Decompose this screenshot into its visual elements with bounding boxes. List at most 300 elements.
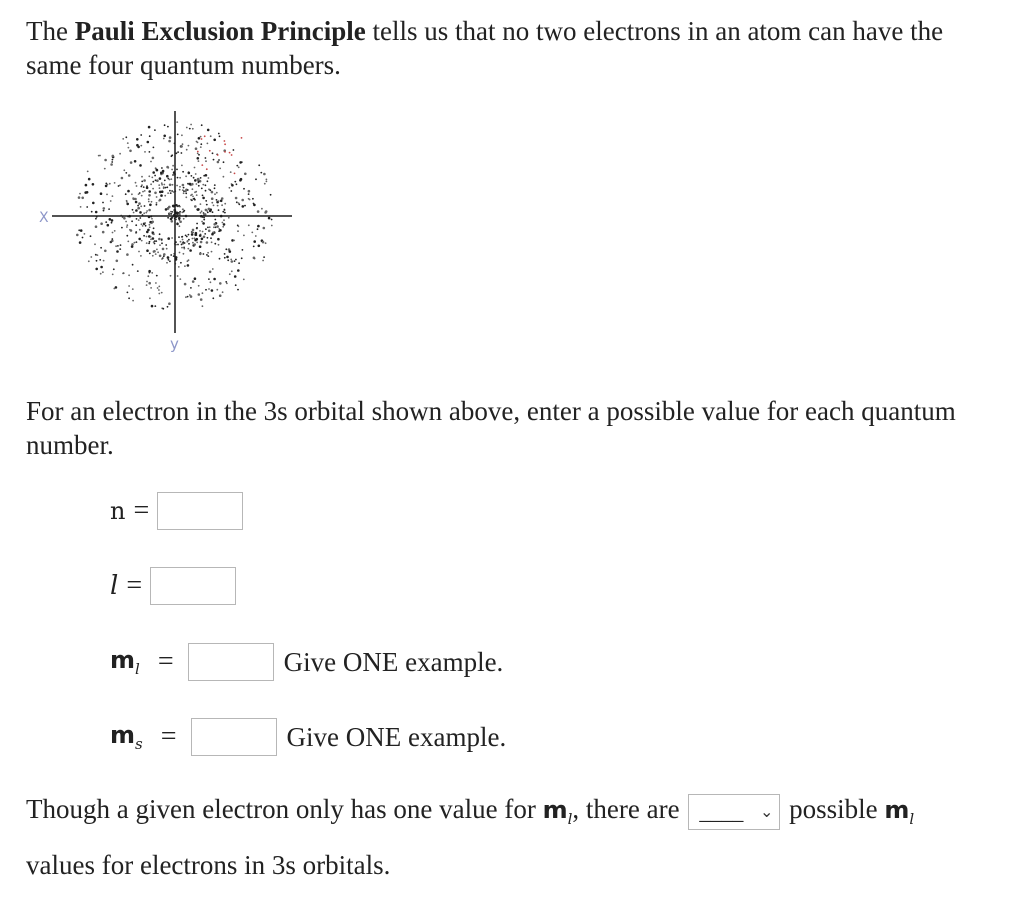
density-dot (151, 201, 153, 203)
density-dot (244, 173, 247, 176)
density-dot (110, 200, 112, 202)
density-dot (192, 229, 195, 232)
density-dot (227, 259, 229, 261)
density-dot (177, 244, 179, 246)
ml-equals: = (157, 646, 174, 677)
density-dot (229, 187, 231, 189)
density-dot (208, 177, 210, 179)
density-dot (141, 223, 143, 225)
possible-count-select[interactable] (688, 794, 780, 830)
density-dot (119, 248, 121, 250)
density-dot (156, 204, 158, 206)
density-dot (210, 281, 212, 283)
density-dot (200, 136, 202, 138)
density-dot (110, 241, 112, 243)
density-dot (152, 237, 155, 240)
density-dot (202, 305, 204, 307)
density-dot (182, 184, 185, 187)
n-input[interactable] (157, 492, 243, 530)
density-dot (140, 145, 142, 147)
density-dot (152, 181, 154, 183)
density-dot (213, 139, 216, 142)
density-dot (194, 277, 197, 280)
density-dot (161, 167, 163, 169)
density-dot (242, 249, 244, 251)
density-dot (216, 192, 218, 194)
density-dot (176, 185, 178, 187)
density-dot (147, 141, 150, 144)
density-dot (128, 285, 130, 287)
density-dot (172, 205, 175, 208)
density-dot (113, 288, 115, 290)
density-dot (146, 242, 148, 244)
density-dot (176, 152, 178, 154)
density-dot (184, 265, 186, 267)
density-dot (185, 296, 187, 298)
density-dot (190, 287, 192, 289)
density-dot (192, 196, 194, 198)
density-dot (201, 124, 203, 126)
density-dot (132, 300, 134, 302)
n-symbol: n (110, 497, 126, 525)
density-dot (237, 269, 240, 272)
density-dot (183, 253, 185, 255)
density-dot (135, 201, 138, 204)
ms-input[interactable] (191, 718, 277, 756)
density-dot (187, 189, 189, 191)
density-dot (104, 159, 107, 162)
density-dot (161, 184, 163, 186)
final-question (26, 786, 1006, 888)
density-dot (218, 133, 220, 135)
density-dot (191, 183, 194, 186)
density-dot (237, 289, 239, 291)
density-dot (205, 200, 207, 202)
density-dot (126, 203, 129, 206)
density-dot (79, 193, 81, 195)
density-dot (148, 243, 150, 245)
density-dot (123, 217, 126, 220)
density-dot (153, 227, 155, 229)
density-dot (104, 168, 106, 170)
density-dot (194, 179, 197, 182)
density-dot (138, 238, 141, 241)
chevron-down-icon: ⌄ (759, 801, 774, 821)
density-dot (262, 241, 265, 244)
density-dot (122, 273, 124, 275)
density-dot (223, 219, 225, 221)
density-dot (179, 189, 181, 191)
density-dot (263, 173, 266, 176)
density-dot (128, 274, 130, 276)
density-dot (161, 242, 163, 244)
density-dot (111, 222, 113, 224)
density-dot (148, 282, 151, 285)
density-dot (183, 248, 185, 250)
density-dot (270, 194, 272, 196)
density-dot (223, 176, 225, 178)
density-dot (128, 174, 131, 177)
density-dot (133, 212, 135, 214)
density-dot (179, 220, 182, 223)
density-dot (146, 210, 148, 212)
density-dot (196, 194, 198, 196)
density-dot (212, 152, 214, 154)
density-dot (126, 224, 128, 226)
density-dot (123, 169, 125, 171)
density-dot (85, 184, 88, 187)
density-dot (201, 221, 203, 223)
density-dot (144, 222, 146, 224)
density-dot (155, 253, 157, 255)
density-dot (127, 142, 129, 144)
density-dot (188, 239, 190, 241)
density-dot (166, 175, 169, 178)
density-dot (102, 202, 104, 204)
final-ml-sub: l (567, 809, 573, 828)
density-dot (194, 167, 196, 169)
density-dot (180, 262, 182, 264)
density-dot (186, 149, 188, 151)
density-dot (225, 248, 227, 250)
density-dot (222, 211, 224, 213)
density-dot (219, 229, 222, 232)
density-dot (237, 230, 239, 232)
density-dot (154, 192, 157, 195)
density-dot (205, 190, 207, 192)
density-dot (112, 274, 114, 276)
density-dot (148, 201, 150, 203)
density-dot (159, 199, 162, 202)
density-dot (136, 185, 138, 187)
density-dot (257, 210, 260, 213)
density-dot (181, 165, 183, 167)
density-dot (139, 211, 142, 214)
density-dot (167, 237, 170, 240)
l-symbol (110, 571, 118, 601)
density-dot (202, 195, 204, 197)
density-dot (172, 184, 174, 186)
density-dot (197, 157, 200, 160)
density-dot (80, 229, 83, 232)
density-dot (201, 188, 203, 190)
density-dot (135, 209, 138, 212)
density-dot (192, 128, 194, 130)
density-dot (143, 179, 146, 182)
density-dot (263, 256, 265, 258)
density-dot (200, 203, 202, 205)
density-dot (218, 209, 220, 211)
density-dot (163, 135, 166, 138)
density-dot (263, 227, 266, 230)
density-dot (168, 150, 170, 152)
density-dot (178, 236, 180, 238)
density-dot (135, 224, 137, 226)
density-dot (118, 185, 120, 187)
density-dot (146, 284, 148, 286)
density-dot (181, 236, 183, 238)
density-dot (164, 195, 166, 197)
density-dot (178, 212, 180, 214)
density-dot (108, 208, 110, 210)
density-dot (139, 164, 142, 167)
density-dot (153, 241, 155, 243)
density-dot (188, 145, 190, 147)
density-dot (238, 262, 240, 264)
density-dot (167, 126, 169, 128)
density-dot (149, 204, 152, 207)
ml-symbol-text: m (110, 646, 136, 675)
density-dot (172, 165, 174, 167)
density-dot (208, 278, 210, 280)
density-dot (236, 183, 238, 185)
final-ml-letter-2: m (884, 796, 910, 824)
density-dot (154, 129, 156, 131)
density-dot (217, 161, 220, 164)
density-dot (188, 172, 191, 175)
density-dot (100, 192, 103, 195)
density-dot (149, 224, 151, 226)
density-dot (253, 246, 255, 248)
density-dot (199, 253, 202, 256)
density-dot (266, 181, 268, 183)
final-ml-sub-2: l (909, 809, 915, 828)
ml-symbol (110, 646, 140, 678)
density-dot (159, 233, 161, 235)
density-dot (125, 136, 127, 138)
density-dot (212, 297, 214, 299)
density-dot (95, 225, 98, 228)
density-dot (159, 244, 161, 246)
density-dot (116, 250, 119, 253)
density-dot (150, 239, 152, 241)
density-dot (211, 202, 213, 204)
density-dot (156, 249, 158, 251)
density-dot (193, 243, 196, 246)
density-dot (139, 217, 141, 219)
intro-bold-term: Pauli Exclusion Principle (74, 16, 366, 46)
density-dot (230, 171, 232, 173)
density-dot (261, 208, 263, 210)
density-dot (166, 186, 168, 188)
density-dot (196, 242, 198, 244)
density-dot (201, 164, 203, 166)
density-dot (207, 129, 210, 132)
density-dot (207, 252, 209, 254)
density-dot (125, 221, 127, 223)
density-dot (154, 175, 156, 177)
density-dot (224, 203, 226, 205)
density-dot (88, 260, 90, 262)
density-dot (214, 193, 216, 195)
density-dot (200, 241, 203, 244)
density-dot (190, 124, 192, 126)
density-dot (219, 282, 222, 285)
density-dot (151, 218, 153, 220)
density-dot (198, 285, 200, 287)
density-dot (155, 179, 157, 181)
density-dot (182, 239, 184, 241)
density-dot (121, 227, 123, 229)
density-dot (169, 260, 171, 262)
density-dot (170, 178, 172, 180)
density-dot (196, 227, 198, 229)
density-dot (185, 175, 187, 177)
density-dot (218, 244, 220, 246)
density-dot (155, 240, 157, 242)
density-dot (211, 191, 214, 194)
density-dot (131, 193, 133, 195)
density-dot (194, 237, 196, 239)
density-dot (182, 171, 184, 173)
density-dot (179, 278, 181, 280)
density-dot (238, 166, 240, 168)
density-dot (243, 188, 245, 190)
density-dot (165, 187, 167, 189)
density-dot (146, 249, 149, 252)
density-dot (183, 192, 185, 194)
density-dot (176, 213, 178, 215)
density-dot (103, 207, 106, 210)
density-dot (213, 223, 216, 226)
ml-input[interactable] (188, 643, 274, 681)
density-dot (195, 147, 198, 150)
density-dot (131, 243, 134, 246)
density-dot (211, 197, 214, 200)
density-dot (100, 247, 102, 249)
density-dot (179, 186, 181, 188)
density-dot (152, 157, 155, 160)
l-input[interactable] (150, 567, 236, 605)
density-dot (238, 225, 240, 227)
density-dot (198, 154, 200, 156)
density-dot (90, 256, 92, 258)
density-dot (137, 205, 139, 207)
density-dot (205, 289, 207, 291)
density-dot (163, 186, 165, 188)
density-dot (167, 256, 169, 258)
density-dot (149, 297, 151, 299)
density-dot (219, 258, 221, 260)
density-dot (170, 254, 172, 256)
density-dot (163, 253, 166, 256)
density-dot (170, 192, 172, 194)
density-dot (213, 159, 215, 161)
density-dot (253, 203, 255, 205)
density-dot (140, 205, 142, 207)
density-dot (127, 292, 129, 294)
density-dot (194, 191, 196, 193)
density-dot (205, 157, 207, 159)
density-dot (136, 218, 138, 220)
density-dot (148, 209, 151, 212)
density-dot (183, 210, 185, 212)
density-dot (180, 241, 182, 243)
density-dot (201, 210, 203, 212)
density-dot (151, 222, 153, 224)
density-dot (224, 253, 226, 255)
density-dot (235, 197, 238, 200)
density-dot (206, 168, 208, 170)
density-dot (115, 245, 117, 247)
density-dot (197, 153, 199, 155)
density-dot (196, 223, 198, 225)
density-dot (183, 187, 185, 189)
density-dot (126, 253, 129, 256)
density-dot (79, 241, 82, 244)
density-dot (224, 209, 226, 211)
density-dot (218, 200, 220, 202)
density-dot (229, 273, 231, 275)
density-dot (131, 220, 133, 222)
density-dot (248, 190, 251, 193)
ms-hint: Give ONE example. (286, 721, 507, 752)
density-dot (205, 160, 207, 162)
density-dot (207, 255, 209, 257)
density-dot (186, 241, 188, 243)
density-dot (177, 134, 179, 136)
density-dot (137, 146, 140, 149)
density-dot (188, 234, 190, 236)
ms-row (110, 716, 506, 758)
density-dot (127, 241, 129, 243)
density-dot (208, 230, 211, 233)
density-dot (144, 205, 146, 207)
density-dot (143, 212, 145, 214)
density-dot (224, 143, 226, 145)
density-dot (157, 251, 159, 253)
density-dot (231, 184, 234, 187)
density-dot (206, 204, 208, 206)
density-dot (258, 245, 261, 248)
density-dot (208, 208, 211, 211)
density-dot (222, 222, 224, 224)
density-dot (98, 155, 100, 157)
density-dot (192, 238, 194, 240)
density-dot (234, 260, 236, 262)
density-dot (214, 184, 216, 186)
density-dot (170, 275, 172, 277)
density-dot (200, 177, 202, 179)
density-dot (132, 209, 134, 211)
density-dot (242, 205, 245, 208)
ml-symbol-sub: l (135, 659, 140, 678)
density-dot (187, 183, 189, 185)
density-dot (178, 219, 180, 221)
density-dot (156, 202, 158, 204)
density-dot (152, 171, 155, 174)
density-dot (181, 244, 183, 246)
ms-equals: = (160, 721, 177, 752)
density-dot (111, 238, 113, 240)
density-dot (149, 272, 151, 274)
density-dot (159, 177, 162, 180)
density-dot (257, 228, 259, 230)
density-dot (224, 151, 226, 153)
density-dot (126, 226, 128, 228)
density-dot (148, 198, 150, 200)
density-dot (181, 212, 183, 214)
density-dot (219, 168, 221, 170)
density-dot (185, 235, 187, 237)
density-dot (216, 225, 219, 228)
density-dot (223, 161, 225, 163)
density-dot (264, 211, 267, 214)
density-dot (210, 237, 212, 239)
density-dot (212, 268, 214, 270)
density-dot (132, 264, 134, 266)
density-dot (204, 233, 206, 235)
